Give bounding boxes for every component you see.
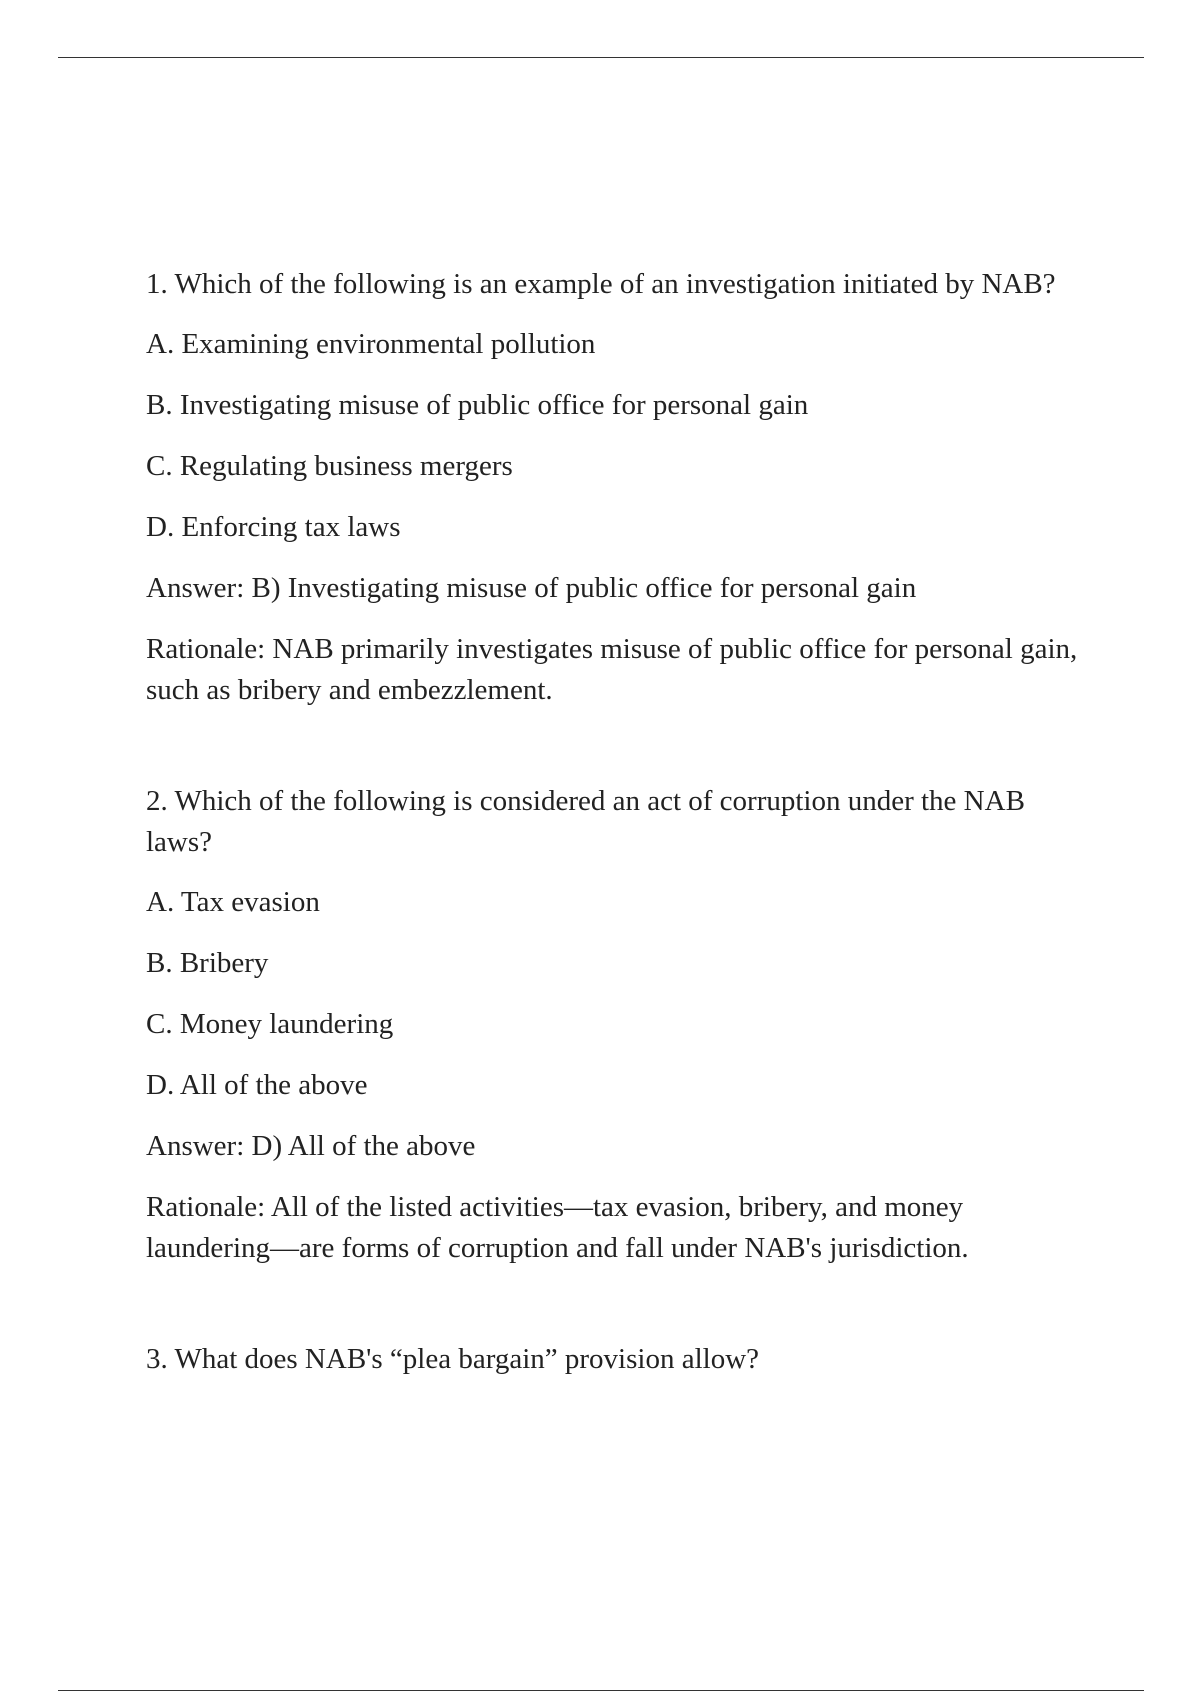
question-1 bbox=[146, 264, 1086, 711]
question-text: 2. Which of the following is considered an act of corruption under the NAB laws? bbox=[146, 785, 1025, 858]
answer-line: Answer: B) Investigating misuse of public office for personal gain bbox=[146, 572, 917, 604]
option-a: A. Examining environmental pollution bbox=[146, 328, 596, 360]
option-d: D. All of the above bbox=[146, 1069, 368, 1101]
answer-line: Answer: D) All of the above bbox=[146, 1130, 476, 1162]
option-b: B. Bribery bbox=[146, 947, 269, 979]
option-b: B. Investigating misuse of public office for personal gain bbox=[146, 389, 809, 421]
question-2 bbox=[146, 781, 1086, 1269]
option-d: D. Enforcing tax laws bbox=[146, 511, 401, 543]
question-text: 1. Which of the following is an example of an investigation initiated by NAB? bbox=[146, 268, 1056, 300]
header-rule bbox=[58, 57, 1144, 58]
question-text: 3. What does NAB's “plea bargain” provision allow? bbox=[146, 1343, 760, 1375]
rationale-text: Rationale: All of the listed activities—tax evasion, bribery, and money laundering—are forms of corruption and fall under NAB's jurisdiction. bbox=[146, 1191, 969, 1264]
document-body bbox=[146, 264, 1086, 1450]
option-c: C. Regulating business mergers bbox=[146, 450, 513, 482]
question-3 bbox=[146, 1339, 1086, 1380]
option-a: A. Tax evasion bbox=[146, 886, 320, 918]
rationale-text: Rationale: NAB primarily investigates misuse of public office for personal gain, such as bribery and embezzlement. bbox=[146, 633, 1078, 706]
option-c: C. Money laundering bbox=[146, 1008, 394, 1040]
footer-rule bbox=[58, 1690, 1144, 1691]
